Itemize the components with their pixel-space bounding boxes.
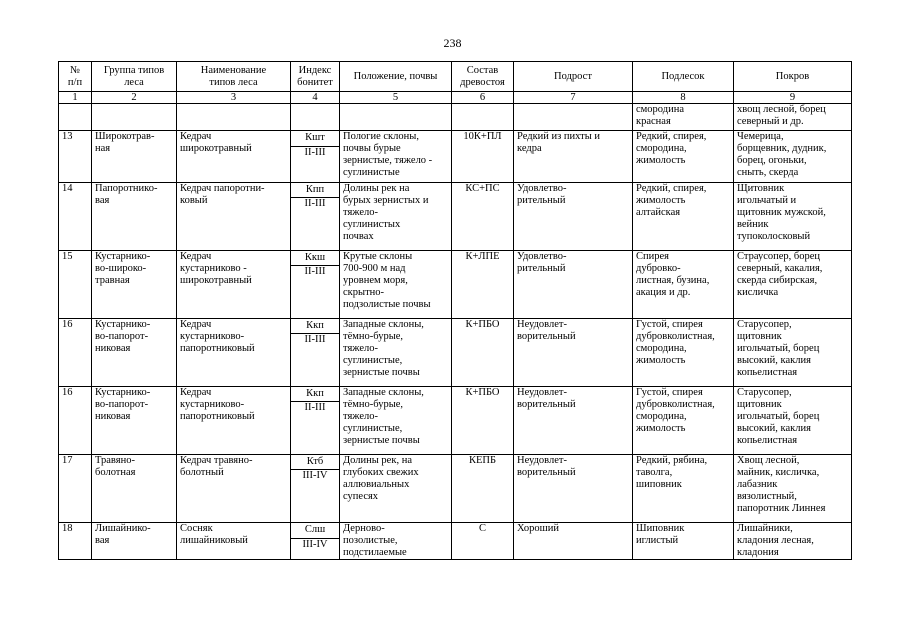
cell-regrowth: Неудовлет- ворительный [514,455,633,523]
cell-cover: Страусопер, борец северный, какалия, скерда сибирская, кисличка [734,251,852,319]
cell [177,104,291,131]
cell-undergrowth: Спирея дубровко- листная, бузина, акация и др. [633,251,734,319]
column-number-row [59,92,852,104]
column-number-cell: 3 [177,92,291,104]
cell-group: Папоротнико- вая [92,183,177,251]
column-number-cell: 7 [514,92,633,104]
table-row [59,251,852,266]
cell-group: Лишайнико- вая [92,523,177,560]
cell-name: Кедрач папоротни- ковый [177,183,291,251]
column-number-cell: 4 [291,92,340,104]
cell-undergrowth: Шиповник иглистый [633,523,734,560]
cell-cover: Старусопер, щитовник игольчатый, борец высокий, каклия копьелистная [734,387,852,455]
cell-number: 14 [59,183,92,251]
table-row [59,387,852,402]
header-cell: Наименование типов леса [177,62,291,92]
cell-regrowth: Редкий из пихты и кедра [514,131,633,183]
cell-composition: КЕПБ [452,455,514,523]
cell-name: Сосняк лишайниковый [177,523,291,560]
cell-group: Широкотрав- ная [92,131,177,183]
cell-position: Пологие склоны, почвы бурые зернистые, тяжело - суглинистые [340,131,452,183]
header-cell: № п/п [59,62,92,92]
cell [59,104,92,131]
cell-number: 17 [59,455,92,523]
cell-name: Кедрач широкотравный [177,131,291,183]
page-number: 238 [443,36,462,50]
cell-composition: КС+ПС [452,183,514,251]
header-row [59,62,852,92]
cell [340,104,452,131]
cell-undergrowth: Редкий, спирея, смородина, жимолость [633,131,734,183]
cell-index: Слш [291,523,340,539]
table-row [59,523,852,539]
cell-group: Кустарнико- во-папорот- никовая [92,319,177,387]
cell-bonitet: III-IV [291,470,340,523]
cell-bonitet: II-III [291,334,340,387]
cell-regrowth: Хороший [514,523,633,560]
cell-position: Западные склоны, тёмно-бурые, тяжело- суглинистые, зернистые почвы [340,319,452,387]
cell-index: Кшт [291,131,340,147]
header-cell: Индекс бонитет [291,62,340,92]
continuation-row [59,104,852,131]
cell-undergrowth: Редкий, спирея, жимолость алтайская [633,183,734,251]
column-number-cell: 2 [92,92,177,104]
cell-number: 16 [59,387,92,455]
cell-composition: К+ПБО [452,319,514,387]
cell [452,104,514,131]
table-row [59,319,852,334]
cell-regrowth: Удовлетво- рительный [514,251,633,319]
cell-position: Долины рек на бурых зернистых и тяжело- суглинистых почвах [340,183,452,251]
cell-bonitet: II-III [291,198,340,251]
cell-cover: хвощ лесной, борец северный и др. [734,104,852,131]
header-cell: Подрост [514,62,633,92]
cell-position: Долины рек, на глубоких свежих аллювиальных супесях [340,455,452,523]
cell-name: Кедрач кустарниково- папоротниковый [177,319,291,387]
column-number-cell: 1 [59,92,92,104]
cell-name: Кедрач кустарниково- папоротниковый [177,387,291,455]
cell-bonitet: III-IV [291,538,340,559]
cell-number: 16 [59,319,92,387]
cell-composition: К+ПБО [452,387,514,455]
cell-position: Крутые склоны 700-900 м над уровнем моря, скрытно- подзолистые почвы [340,251,452,319]
header-cell: Покров [734,62,852,92]
cell [514,104,633,131]
cell-index: Ккш [291,251,340,266]
cell-index: Ктб [291,455,340,470]
table-row [59,455,852,470]
cell-number: 18 [59,523,92,560]
cell-bonitet: II-III [291,402,340,455]
forest-types-table [58,61,852,560]
cell-index: Ккп [291,387,340,402]
header-cell: Положение, почвы [340,62,452,92]
cell-number: 13 [59,131,92,183]
cell-composition: 10К+ПЛ [452,131,514,183]
cell-index: Ккп [291,319,340,334]
cell-undergrowth: смородина красная [633,104,734,131]
cell-undergrowth: Редкий, рябина, таволга, шиповник [633,455,734,523]
cell-index: Кпп [291,183,340,198]
header-cell: Подлесок [633,62,734,92]
cell-bonitet: II-III [291,266,340,319]
table-row [59,183,852,198]
cell [291,104,340,131]
cell-name: Кедрач кустарниково - широкотравный [177,251,291,319]
cell [92,104,177,131]
cell-undergrowth: Густой, спирея дубровколистная, смородина, жимолость [633,319,734,387]
header-cell: Группа типов леса [92,62,177,92]
cell-composition: С [452,523,514,560]
column-number-cell: 8 [633,92,734,104]
cell-position: Дерново- позолистые, подстилаемые [340,523,452,560]
cell-group: Травяно- болотная [92,455,177,523]
cell-cover: Щитовник игольчатый и щитовник мужской, вейник тупоколосковый [734,183,852,251]
cell-group: Кустарнико- во-широко- травная [92,251,177,319]
cell-regrowth: Неудовлет- ворительный [514,387,633,455]
cell-regrowth: Неудовлет- ворительный [514,319,633,387]
cell-cover: Чемерица, борщевник, дудник, борец, огоньки, сныть, скерда [734,131,852,183]
cell-composition: К+ЛПЕ [452,251,514,319]
cell-cover: Хвощ лесной, майник, кисличка, лабазник вязолистный, папоротник Линнея [734,455,852,523]
column-number-cell: 6 [452,92,514,104]
cell-cover: Старусопер, щитовник игольчатый, борец высокий, каклия копьелистная [734,319,852,387]
cell-regrowth: Удовлетво- рительный [514,183,633,251]
cell-cover: Лишайники, кладония лесная, кладония [734,523,852,560]
cell-undergrowth: Густой, спирея дубровколистная, смородина, жимолость [633,387,734,455]
column-number-cell: 5 [340,92,452,104]
cell-name: Кедрач травяно- болотный [177,455,291,523]
cell-group: Кустарнико- во-папорот- никовая [92,387,177,455]
header-cell: Состав древостоя [452,62,514,92]
cell-position: Западные склоны, тёмно-бурые, тяжело- суглинистые, зернистые почвы [340,387,452,455]
table-row [59,131,852,147]
column-number-cell: 9 [734,92,852,104]
cell-bonitet: II-III [291,147,340,183]
cell-number: 15 [59,251,92,319]
